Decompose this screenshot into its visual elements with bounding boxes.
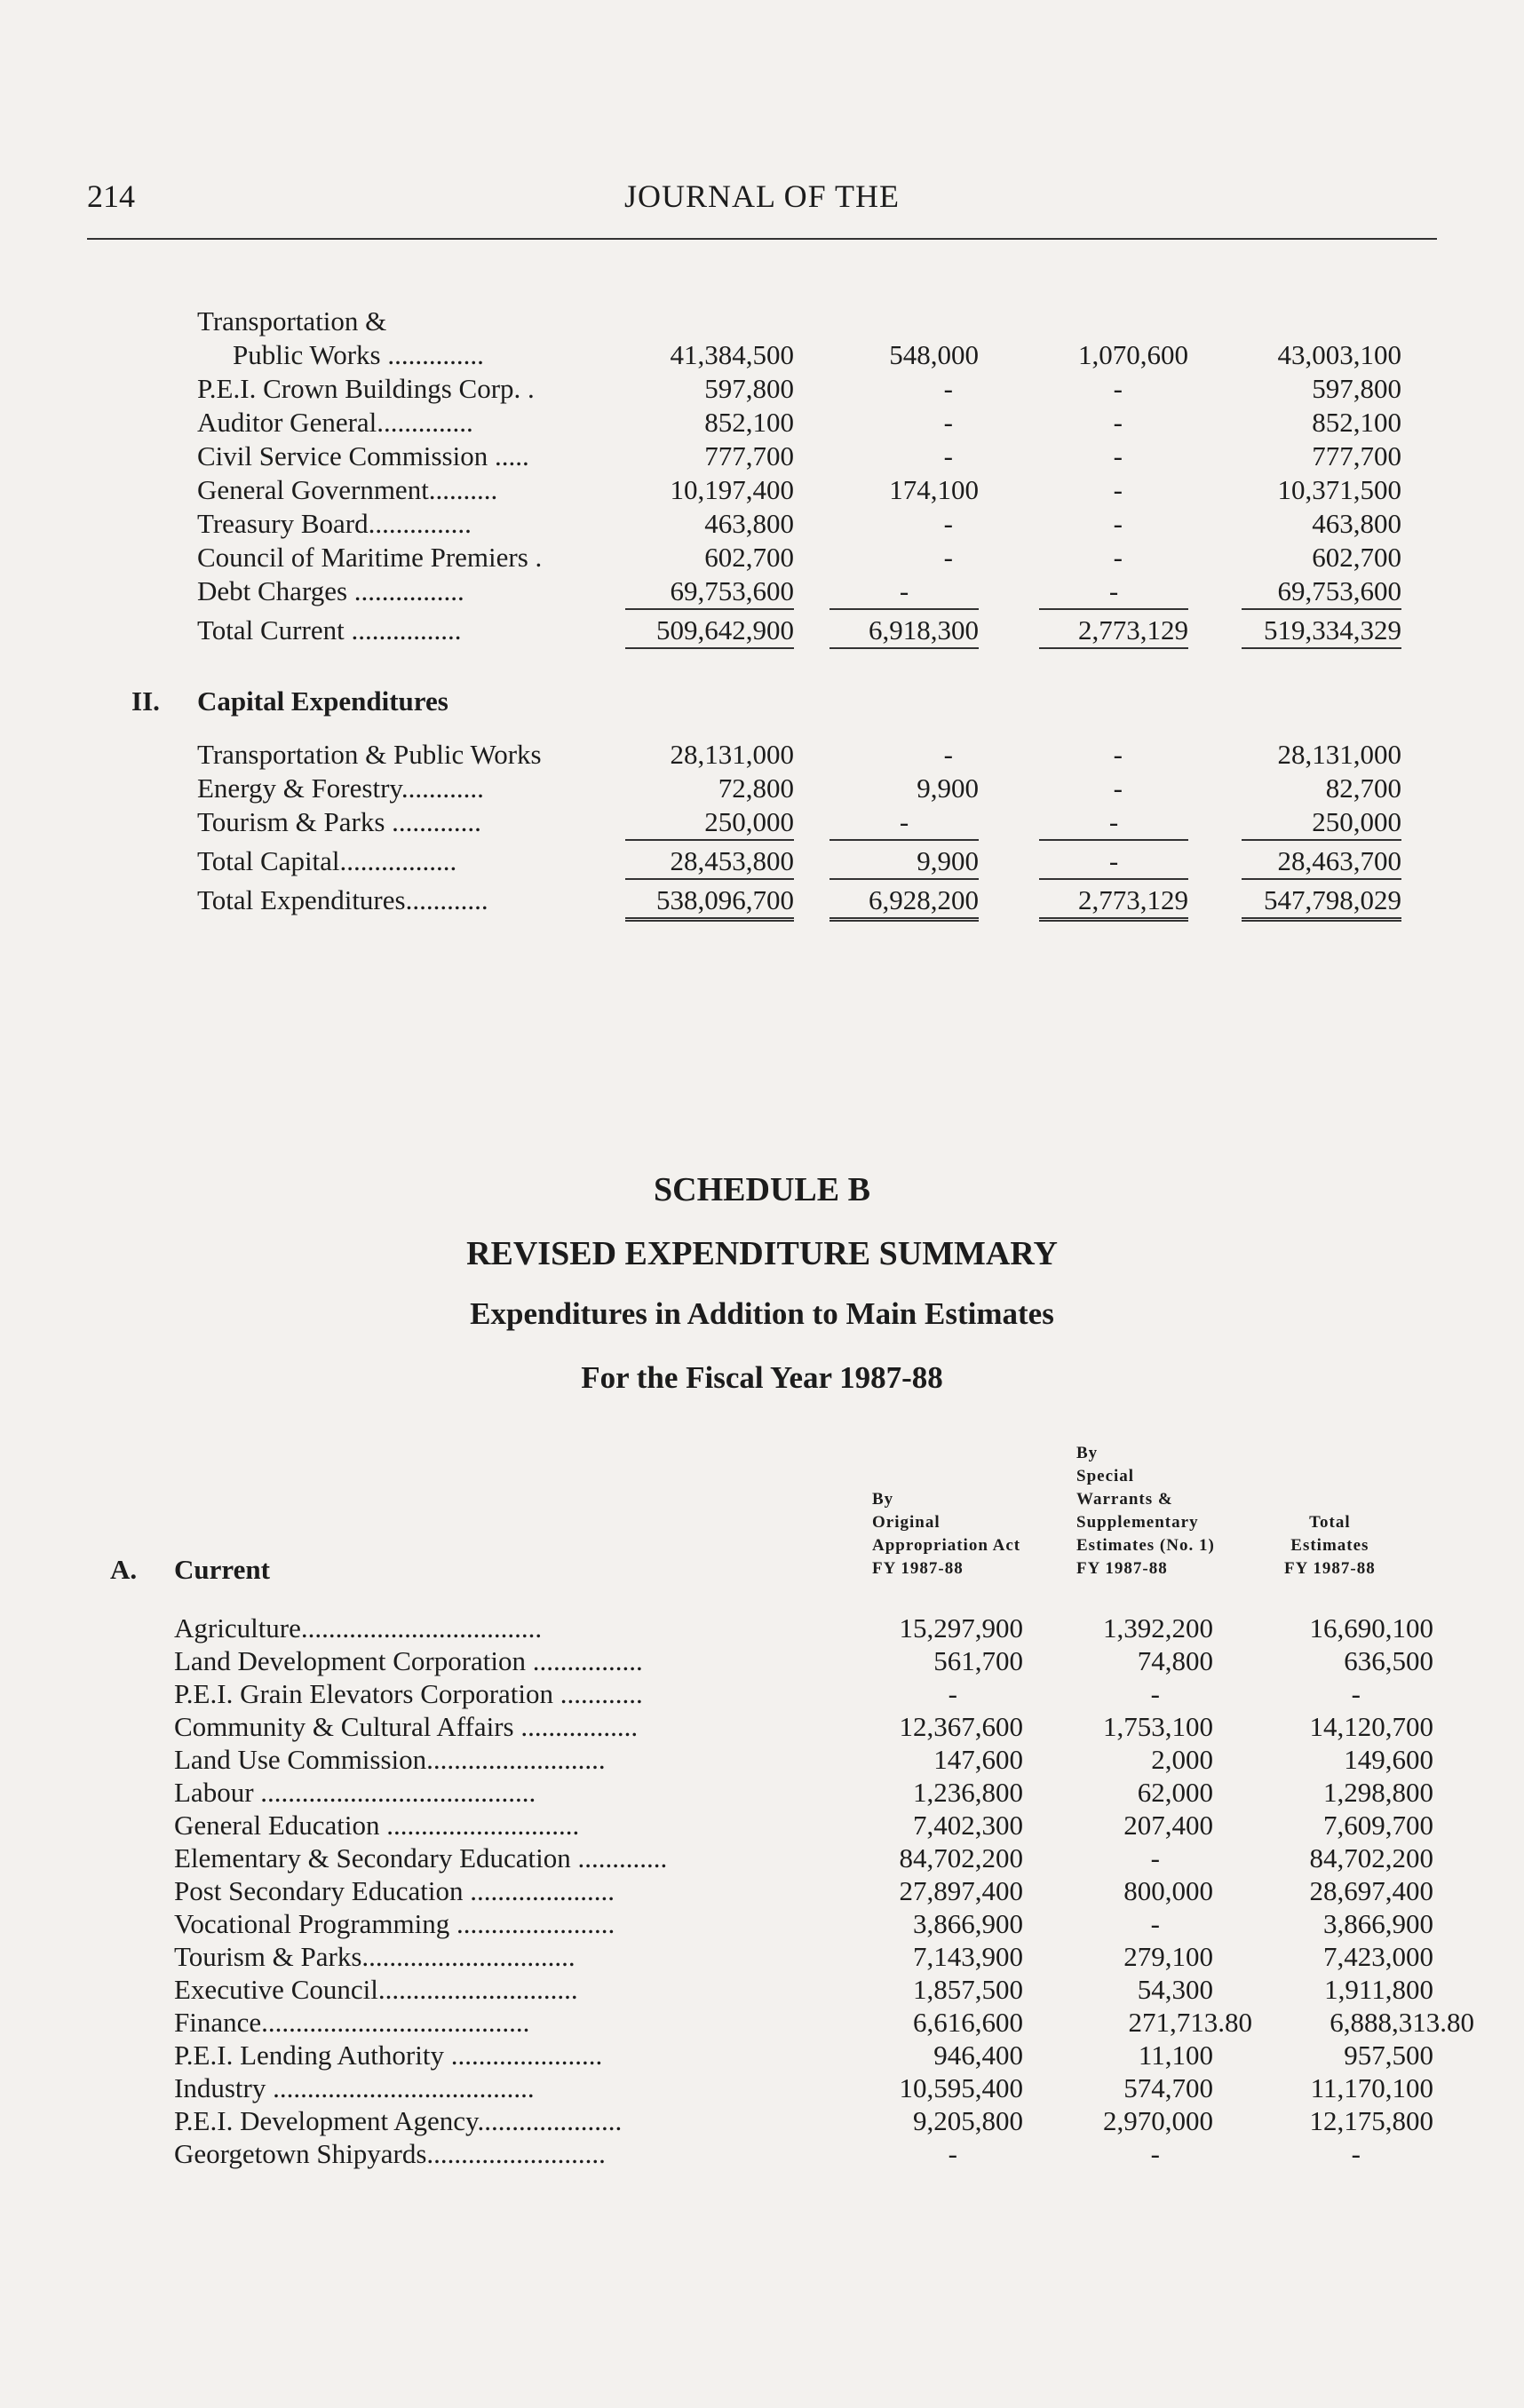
cell-special: 574,700	[1123, 2072, 1213, 2103]
cell-supplementary: -	[1113, 440, 1123, 471]
cell-additional: -	[943, 407, 953, 438]
cell-total: 69,753,600	[1242, 575, 1401, 610]
row-label: Civil Service Commission .....	[197, 440, 529, 471]
cell-additional: -	[943, 508, 953, 539]
cell-supplementary: -	[1113, 542, 1123, 573]
cell-original: 852,100	[704, 407, 794, 438]
section-letter: A.	[110, 1554, 138, 1585]
cell-total: 463,800	[1312, 508, 1401, 539]
cell-total: 597,800	[1312, 373, 1401, 404]
cell-special: 207,400	[1123, 1810, 1213, 1841]
cell-original: 250,000	[625, 806, 794, 841]
cell-special: 54,300	[1137, 1974, 1213, 2005]
table-row	[0, 1711, 1524, 1743]
cell-original: 41,384,500	[670, 339, 794, 370]
cell-original: 7,402,300	[913, 1810, 1023, 1841]
cell-total: 7,423,000	[1323, 1941, 1433, 1972]
row-label: Vocational Programming .......................	[174, 1908, 615, 1939]
cell-total: 602,700	[1312, 542, 1401, 573]
row-label: Community & Cultural Affairs .................	[174, 1711, 639, 1742]
row-label: P.E.I. Lending Authority ......................	[174, 2040, 603, 2071]
cell-original: 561,700	[933, 1645, 1023, 1676]
row-label: Georgetown Shipyards..........................	[174, 2138, 606, 2169]
cell-total: 82,700	[1325, 772, 1401, 804]
cell-total: 28,463,700	[1242, 845, 1401, 880]
cell-additional: 6,918,300	[829, 614, 979, 649]
table-row	[0, 2040, 1524, 2071]
cell-special: 11,100	[1138, 2040, 1213, 2071]
section-title-current: Current	[174, 1554, 270, 1585]
cell-original: 72,800	[718, 772, 794, 804]
table-row	[0, 806, 1524, 838]
row-label: Treasury Board...............	[197, 508, 472, 539]
row-label: Auditor General..............	[197, 407, 473, 438]
cell-total: 777,700	[1312, 440, 1401, 471]
table-row-grand-total	[0, 884, 1524, 916]
table-row	[0, 2007, 1524, 2039]
cell-supplementary: -	[1039, 845, 1188, 880]
cell-total: 11,170,100	[1310, 2072, 1433, 2103]
table-row	[0, 1875, 1524, 1907]
row-label: Tourism & Parks...............................	[174, 1941, 575, 1972]
cell-special: 800,000	[1123, 1875, 1213, 1906]
journal-title: JOURNAL OF THE	[623, 178, 900, 214]
cell-special: 279,100	[1123, 1941, 1213, 1972]
cell-supplementary: -	[1113, 772, 1123, 804]
table-row	[0, 1908, 1524, 1940]
table-row	[0, 1678, 1524, 1710]
table-row	[0, 1810, 1524, 1842]
cell-original: 9,205,800	[913, 2105, 1023, 2136]
cell-additional: -	[943, 542, 953, 573]
cell-total: 149,600	[1344, 1744, 1433, 1775]
cell-original: 84,702,200	[899, 1842, 1023, 1873]
table-row	[0, 2072, 1524, 2104]
cell-total: 6,888,313.80	[1330, 2007, 1474, 2038]
row-label: Land Use Commission..........................	[174, 1744, 606, 1775]
row-label: General Education ............................	[174, 1810, 580, 1841]
cell-original: 1,236,800	[913, 1777, 1023, 1808]
row-label: Council of Maritime Premiers .	[197, 542, 543, 573]
cell-special: 62,000	[1137, 1777, 1213, 1808]
row-label: Transportation &	[197, 305, 387, 337]
cell-supplementary: -	[1113, 474, 1123, 505]
cell-supplementary: -	[1113, 508, 1123, 539]
cell-total: 3,866,900	[1323, 1908, 1433, 1939]
row-label: P.E.I. Crown Buildings Corp. .	[197, 373, 535, 404]
row-label: Energy & Forestry............	[197, 772, 484, 804]
row-label: Total Current ................	[197, 614, 462, 646]
row-label: Labour ........................................	[174, 1777, 536, 1808]
cell-total: 1,298,800	[1323, 1777, 1433, 1808]
cell-supplementary: -	[1039, 575, 1188, 610]
cell-total: 519,334,329	[1242, 614, 1401, 649]
cell-original: 147,600	[933, 1744, 1023, 1775]
cell-original: 602,700	[704, 542, 794, 573]
cell-original: 777,700	[704, 440, 794, 471]
header-rule	[87, 238, 1437, 240]
cell-additional: 548,000	[889, 339, 979, 370]
table-row	[0, 407, 1524, 439]
cell-original: 3,866,900	[913, 1908, 1023, 1939]
cell-original: 7,143,900	[913, 1941, 1023, 1972]
cell-special: 2,970,000	[1103, 2105, 1213, 2136]
section-title: Capital Expenditures	[197, 685, 448, 717]
table-row	[0, 1842, 1524, 1874]
cell-additional: 9,900	[917, 772, 979, 804]
cell-original: 597,800	[704, 373, 794, 404]
cell-supplementary: -	[1113, 739, 1123, 770]
row-label: Debt Charges ................	[197, 575, 464, 606]
cell-supplementary: 1,070,600	[1078, 339, 1188, 370]
table-row	[0, 1645, 1524, 1677]
cell-original: 463,800	[704, 508, 794, 539]
cell-supplementary: -	[1113, 373, 1123, 404]
cell-special: -	[1150, 1678, 1160, 1709]
cell-additional: 6,928,200	[829, 884, 979, 922]
cell-special: -	[1150, 2138, 1160, 2169]
cell-original: -	[948, 1678, 957, 1709]
table-row-total	[0, 845, 1524, 877]
table-row	[0, 1974, 1524, 2006]
cell-original: 1,857,500	[913, 1974, 1023, 2005]
col-header-total: Total Estimates FY 1987-88	[1284, 1513, 1376, 1578]
cell-total: 10,371,500	[1277, 474, 1401, 505]
table-row	[0, 339, 1524, 371]
row-label: Finance.......................................	[174, 2007, 530, 2038]
cell-special: 1,753,100	[1103, 1711, 1213, 1742]
cell-additional: 9,900	[829, 845, 979, 880]
cell-total: 636,500	[1344, 1645, 1433, 1676]
col-header-original: By Original Appropriation Act FY 1987-88	[872, 1490, 1021, 1578]
schedule-caption: Expenditures in Addition to Main Estimates	[470, 1296, 1054, 1331]
row-label: Executive Council.............................	[174, 1974, 578, 2005]
cell-total: 957,500	[1344, 2040, 1433, 2071]
row-label: Total Expenditures............	[197, 884, 488, 915]
cell-special: 2,000	[1151, 1744, 1213, 1775]
table-row	[0, 575, 1524, 607]
cell-supplementary: 2,773,129	[1039, 614, 1188, 649]
cell-total: 250,000	[1242, 806, 1401, 841]
schedule-fiscal-year: For the Fiscal Year 1987-88	[581, 1360, 943, 1395]
cell-total: 43,003,100	[1277, 339, 1401, 370]
schedule-title: SCHEDULE B	[654, 1171, 870, 1208]
table-row	[0, 305, 1524, 337]
cell-additional: -	[943, 739, 953, 770]
row-label: Agriculture...................................	[174, 1612, 543, 1644]
page-number: 214	[87, 178, 135, 214]
cell-total: 1,911,800	[1324, 1974, 1433, 2005]
cell-original: -	[948, 2138, 957, 2169]
cell-total: -	[1351, 1678, 1361, 1709]
cell-original: 69,753,600	[625, 575, 794, 610]
cell-total: 547,798,029	[1242, 884, 1401, 922]
row-label: Post Secondary Education .....................	[174, 1875, 615, 1906]
cell-special: 271,713.80	[1128, 2007, 1252, 2038]
cell-original: 27,897,400	[899, 1875, 1023, 1906]
cell-additional: -	[943, 440, 953, 471]
table-row	[0, 508, 1524, 540]
row-label: Transportation & Public Works	[197, 739, 542, 770]
cell-supplementary: -	[1039, 806, 1188, 841]
cell-total: -	[1351, 2138, 1361, 2169]
row-label: Elementary & Secondary Education .............	[174, 1842, 668, 1873]
cell-original: 6,616,600	[913, 2007, 1023, 2038]
cell-original: 538,096,700	[625, 884, 794, 922]
section-numeral: II.	[131, 685, 160, 717]
cell-additional: -	[943, 373, 953, 404]
cell-additional: -	[829, 575, 979, 610]
cell-special: -	[1150, 1908, 1160, 1939]
cell-special: -	[1150, 1842, 1160, 1873]
cell-special: 74,800	[1137, 1645, 1213, 1676]
row-label: Tourism & Parks .............	[197, 806, 481, 837]
row-label: P.E.I. Grain Elevators Corporation ............	[174, 1678, 643, 1709]
cell-additional: 174,100	[889, 474, 979, 505]
cell-total: 16,690,100	[1309, 1612, 1433, 1644]
cell-total: 7,609,700	[1323, 1810, 1433, 1841]
schedule-subtitle: REVISED EXPENDITURE SUMMARY	[466, 1235, 1058, 1272]
col-header-special-warrants: By Special Warrants & Supplementary Estimates (No. 1) FY 1987-88	[1076, 1444, 1215, 1578]
table-row	[0, 739, 1524, 771]
cell-special: 1,392,200	[1103, 1612, 1213, 1644]
cell-total: 14,120,700	[1309, 1711, 1433, 1742]
cell-additional: -	[829, 806, 979, 841]
cell-original: 15,297,900	[899, 1612, 1023, 1644]
cell-original: 946,400	[933, 2040, 1023, 2071]
table-row	[0, 440, 1524, 472]
row-label: General Government..........	[197, 474, 498, 505]
cell-original: 12,367,600	[899, 1711, 1023, 1742]
table-row	[0, 2105, 1524, 2137]
row-label: Land Development Corporation ................	[174, 1645, 643, 1676]
cell-total: 28,697,400	[1309, 1875, 1433, 1906]
cell-total: 28,131,000	[1277, 739, 1401, 770]
cell-supplementary: -	[1113, 407, 1123, 438]
table-row	[0, 1744, 1524, 1776]
cell-original: 28,131,000	[670, 739, 794, 770]
row-label: Public Works ..............	[233, 339, 484, 370]
table-row	[0, 373, 1524, 405]
cell-total: 84,702,200	[1309, 1842, 1433, 1873]
table-row	[0, 542, 1524, 574]
table-row	[0, 1612, 1524, 1644]
table-row	[0, 1941, 1524, 1973]
cell-total: 12,175,800	[1309, 2105, 1433, 2136]
table-row-total	[0, 614, 1524, 646]
cell-original: 28,453,800	[625, 845, 794, 880]
cell-original: 10,197,400	[670, 474, 794, 505]
table-row	[0, 474, 1524, 506]
table-row	[0, 772, 1524, 804]
row-label: Total Capital.................	[197, 845, 457, 876]
cell-supplementary: 2,773,129	[1039, 884, 1188, 922]
cell-total: 852,100	[1312, 407, 1401, 438]
table-row	[0, 1777, 1524, 1809]
cell-original: 10,595,400	[899, 2072, 1023, 2103]
table-row	[0, 2138, 1524, 2170]
cell-original: 509,642,900	[625, 614, 794, 649]
row-label: P.E.I. Development Agency.....................	[174, 2105, 623, 2136]
row-label: Industry ......................................	[174, 2072, 535, 2103]
